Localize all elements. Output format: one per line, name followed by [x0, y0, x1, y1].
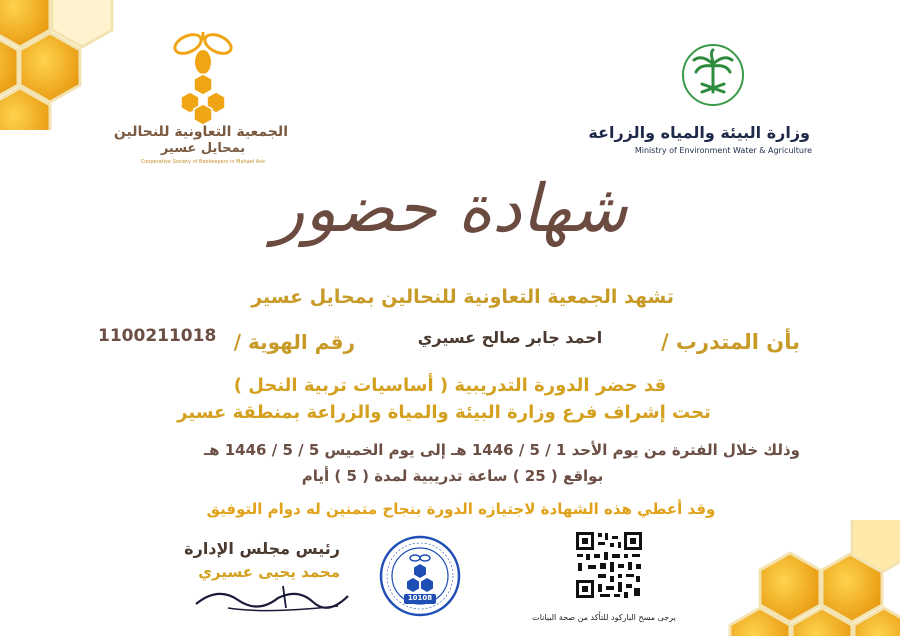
trainee-label: بأن المتدرب / [660, 330, 800, 354]
course-line: قد حضر الدورة التدريبية ( أساسيات تربية النحل ) [233, 375, 667, 396]
coop-name-en: Cooperative Society of Beekeepers in Mahael Asir [140, 159, 266, 165]
trainee-name: احمد جابر صالح عسيري [417, 328, 603, 347]
closing-line: وقد أعطي هذه الشهادة لاجتيازه الدورة بنجاح متمنين له دوام التوفيق [206, 500, 716, 518]
qr-code-icon[interactable] [574, 530, 644, 600]
coop-name-line1: الجمعية التعاونية للنحالين [113, 124, 288, 140]
ministry-palm-logo-icon [680, 42, 746, 108]
certificate-title: شهادة حضور [272, 170, 628, 247]
coop-name-line2: بمحايل عسير [160, 141, 246, 156]
id-label: رقم الهوية / [233, 330, 355, 354]
ministry-name-ar: وزارة البيئة والمياه والزراعة [588, 123, 810, 142]
signature-name: محمد يحيى عسيري [198, 563, 340, 581]
period-line: وذلك خلال الفترة من يوم الأحد 1 / 5 / 1446 هـ إلى يوم الخميس 5 / 5 / 1446 هـ [204, 441, 800, 459]
signature-role: رئيس مجلس الإدارة [184, 539, 340, 558]
handwritten-signature [188, 578, 353, 618]
honeycomb-top-left [0, 0, 120, 130]
qr-note: يرجى مسح الباركود للتأكد من صحة البيانات [532, 613, 676, 622]
attest-line: تشهد الجمعية التعاونية للنحالين بمحايل عسير [251, 286, 674, 308]
stamp-number: 10108 [407, 594, 433, 602]
bee-logo-icon [168, 30, 238, 125]
ministry-name-en: Ministry of Environment Water & Agriculture [634, 146, 812, 155]
hours-line: بواقع ( 25 ) ساعة تدريبية لمدة ( 5 ) أيام [301, 467, 604, 485]
id-number: 1100211018 [98, 326, 217, 346]
honeycomb-bottom-right [720, 520, 900, 636]
official-stamp-icon [378, 534, 462, 618]
supervision-line: تحت إشراف فرع وزارة البيئة والمياة والزراعة بمنطقة عسير [177, 402, 711, 423]
